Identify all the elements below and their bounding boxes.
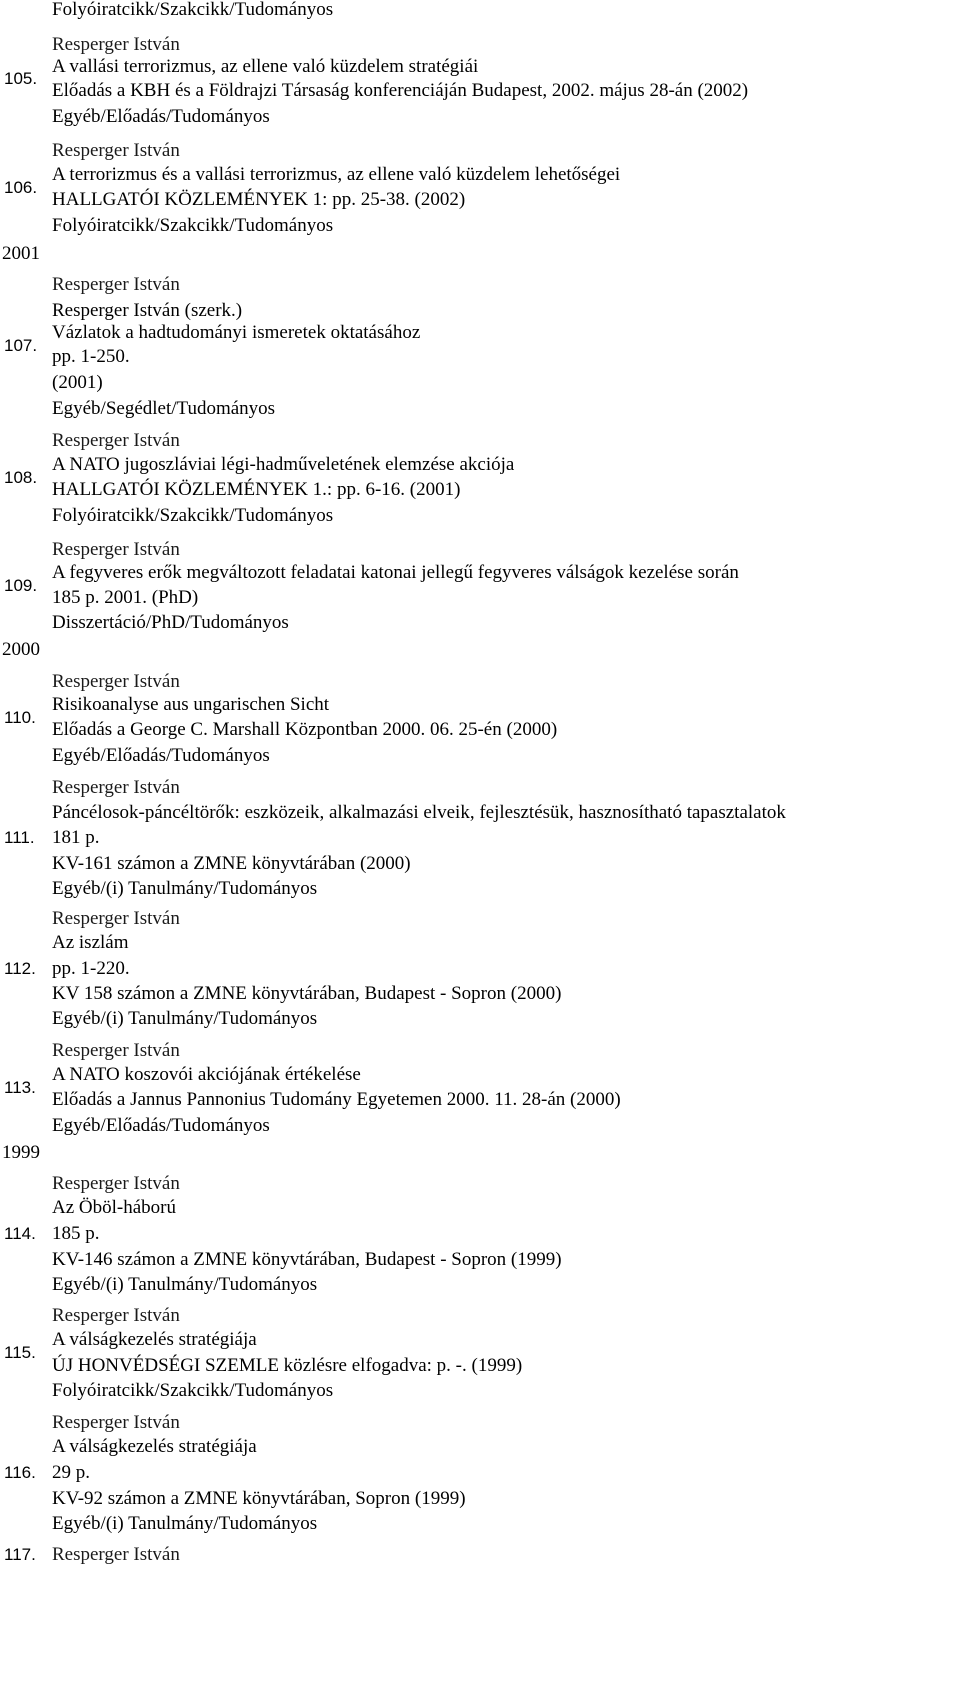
entry-source: 185 p. 2001. (PhD) [52,587,199,608]
entry-source: KV-146 számon a ZMNE könyvtárában, Budapest - Sopron (1999) [52,1249,562,1270]
entry-number: 113. [4,1078,36,1097]
entry-source: HALLGATÓI KÖZLEMÉNYEK 1.: pp. 6-16. (2001) [52,479,461,500]
entry-category: Egyéb/(i) Tanulmány/Tudományos [52,878,318,899]
entry-source: ÚJ HONVÉDSÉGI SZEMLE közlésre elfogadva: p. -. (1999) [52,1355,523,1376]
entry-number: 115. [4,1343,36,1362]
entry-title: A válságkezelés stratégiája [52,1329,257,1350]
entry-source: Előadás a George C. Marshall Központban 2000. 06. 25-én (2000) [52,719,558,740]
entry-number: 116. [4,1463,36,1482]
year-heading: 2000 [2,639,40,660]
entry-number: 117. [4,1545,36,1564]
entry-category: Folyóiratcikk/Szakcikk/Tudományos [52,1380,334,1401]
entry-number: 114. [4,1224,36,1243]
entry-source: Előadás a Jannus Pannonius Tudomány Egyetemen 2000. 11. 28-án (2000) [52,1089,621,1110]
year-heading: 1999 [2,1142,40,1163]
entry-category: Egyéb/Segédlet/Tudományos [52,398,276,419]
entry-category: Disszertáció/PhD/Tudományos [52,612,289,633]
entry-pages: 181 p. [52,827,100,848]
author-link[interactable]: Resperger István [52,1544,180,1565]
entry-category: Folyóiratcikk/Szakcikk/Tudományos [52,215,334,236]
entry-pages: 29 p. [52,1462,90,1483]
entry-category: Egyéb/Előadás/Tudományos [52,1115,270,1136]
entry-pages: pp. 1-250. [52,346,130,367]
entry-number: 111. [4,828,35,847]
entry-source: Előadás a KBH és a Földrajzi Társaság konferenciáján Budapest, 2002. május 28-án (2002) [52,80,749,101]
author-link[interactable]: Resperger István [52,671,180,692]
entry-title: A NATO koszovói akciójának értékelése [52,1064,361,1085]
entry-category: Egyéb/(i) Tanulmány/Tudományos [52,1274,318,1295]
entry-source: KV 158 számon a ZMNE könyvtárában, Budapest - Sopron (2000) [52,983,562,1004]
entry-category: Egyéb/Előadás/Tudományos [52,745,270,766]
entry-title: Risikoanalyse aus ungarischen Sicht [52,694,330,715]
entry-title: A válságkezelés stratégiája [52,1436,257,1457]
entry-number: 112. [4,959,36,978]
category-line: Folyóiratcikk/Szakcikk/Tudományos [52,0,334,20]
entry-title: A terrorizmus és a vallási terrorizmus, az ellene való küzdelem lehetőségei [52,164,621,185]
author-link[interactable]: Resperger István [52,777,180,798]
entry-source: KV-92 számon a ZMNE könyvtárában, Sopron (1999) [52,1488,466,1509]
entry-category: Egyéb/(i) Tanulmány/Tudományos [52,1513,318,1534]
entry-number: 109. [4,576,38,595]
entry-year: (2001) [52,372,103,393]
entry-number: 105. [4,69,38,88]
entry-category: Egyéb/(i) Tanulmány/Tudományos [52,1008,318,1029]
author-link[interactable]: Resperger István [52,1305,180,1326]
author-link[interactable]: Resperger István [52,140,180,161]
author-link[interactable]: Resperger István [52,34,180,55]
entry-number: 106. [4,178,38,197]
author-link[interactable]: Resperger István [52,539,180,560]
entry-title: A NATO jugoszláviai légi-hadműveletének elemzése akciója [52,454,515,475]
entry-title: A vallási terrorizmus, az ellene való küzdelem stratégiái [52,56,479,77]
entry-pages: 185 p. [52,1223,100,1244]
author-link[interactable]: Resperger István [52,1040,180,1061]
entry-source: HALLGATÓI KÖZLEMÉNYEK 1: pp. 25-38. (2002) [52,189,466,210]
entry-title: Vázlatok a hadtudományi ismeretek oktatásához [52,322,421,343]
author-link[interactable]: Resperger István [52,274,180,295]
entry-title: Az iszlám [52,932,129,953]
author-link[interactable]: Resperger István [52,1412,180,1433]
editor-line[interactable]: Resperger István (szerk.) [52,300,243,321]
entry-title: Az Öböl-háború [52,1197,176,1218]
entry-number: 110. [4,708,36,727]
entry-category: Egyéb/Előadás/Tudományos [52,106,270,127]
entry-title: A fegyveres erők megváltozott feladatai katonai jellegű fegyveres válságok kezelése során [52,562,739,583]
entry-number: 107. [4,336,38,355]
entry-category: Folyóiratcikk/Szakcikk/Tudományos [52,505,334,526]
author-link[interactable]: Resperger István [52,430,180,451]
author-link[interactable]: Resperger István [52,1173,180,1194]
entry-number: 108. [4,468,38,487]
entry-pages: pp. 1-220. [52,958,130,979]
year-heading: 2001 [2,243,40,264]
author-link[interactable]: Resperger István [52,908,180,929]
entry-title: Páncélosok-páncéltörők: eszközeik, alkalmazási elveik, fejlesztésük, hasznosítható tapasztalatok [52,802,786,823]
entry-source: KV-161 számon a ZMNE könyvtárában (2000) [52,853,411,874]
